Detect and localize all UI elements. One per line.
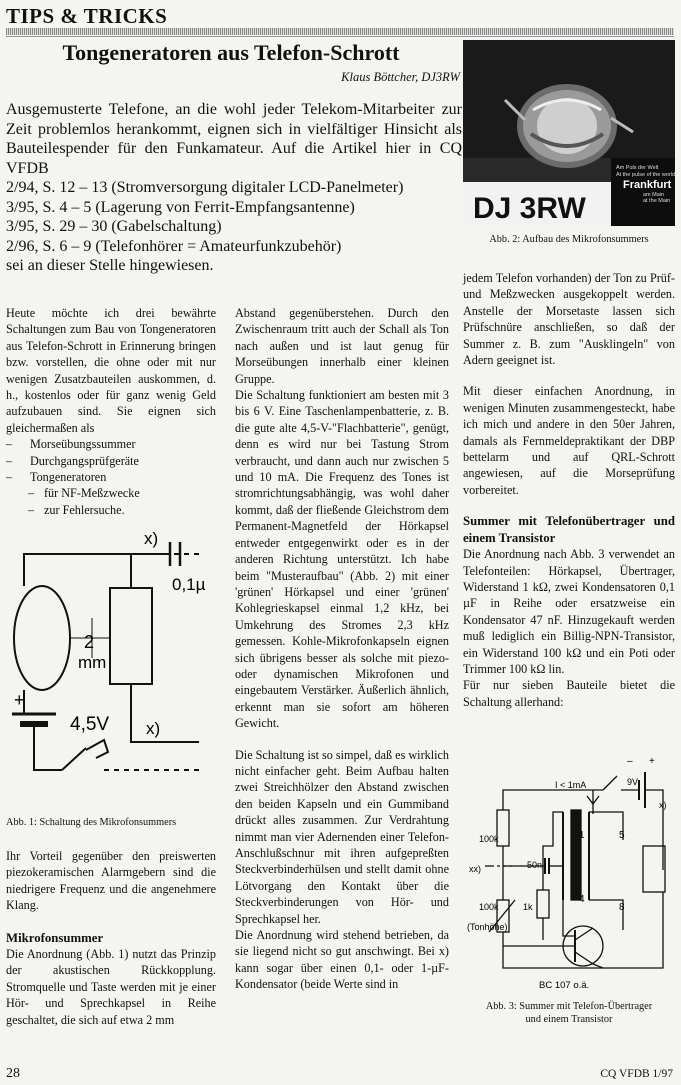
column-1-bottom (6, 848, 216, 1028)
sublist-item: – für NF-Meßzwecke (6, 485, 216, 501)
figure-1-caption: Abb. 1: Schaltung des Mikrofonsummers (6, 817, 177, 828)
fig3-label-plus: + (649, 756, 655, 767)
article-title: Tongeneratoren aus Telefon-Schrott (62, 40, 400, 65)
figure-3-caption-line2: und einem Transistor (525, 1014, 613, 1025)
fig3-label-pot: 100k (479, 902, 499, 912)
fig3-label-pin8: 8 (619, 902, 625, 913)
col2-paragraph-3: Die Schaltung ist so simpel, daß es wirklich nicht einfacher geht. Beim Aufbau halten zwei Streichhölzer den Abstand zwischen den beiden Kapseln und ein Gummiband drückt alles zusammen. Zur Verdrahtung nimmt man vier Adernenden einer Telefon-Anschlußschnur mit ihren aufgepreßten Steckverbinderhülsen und stellt damit ohne Lötvorgang den Kontakt über die Steckverbinderungen von Hör- und Sprechkapsel her. (235, 747, 449, 926)
intro-ref-3: 3/95, S. 29 – 30 (Gabelschaltung) (6, 218, 222, 235)
photo-sign-city: Frankfurt (623, 179, 672, 191)
issue-label: CQ VFDB 1/97 (600, 1068, 673, 1080)
fig1-label-x-top: x) (144, 529, 159, 548)
fig1-label-x-bottom: x) (146, 719, 161, 738)
sublist-item: – zur Fehlersuche. (6, 502, 216, 518)
photo-callsign: DJ 3RW (473, 192, 586, 225)
col2-paragraph-2: Die Schaltung funktioniert am besten mit 3 bis 6 V. Eine Taschenlampenbatterie, z. B. die gute alte 4,5-V-"Flachbatterie", genügt, denn es wird nur bei Tastung Strom verbraucht, und dann auch nur zwischen 5 und 10 mA. Die Frequenz des Tones ist stromrichtungsabhängig, was wohl daher kommt, daß der fließende Gleichstrom dem Permanent-Magnetfeld der Hörkapsel entweder entgegenwirkt oder es in der anderen Richtung unterstützt. Ich habe beim "Musteraufbau" (Abb. 2) mit einer 'grünen' Hörkapsel und einer 'grünen' Kohlegrieskapsel einmal 1,2 kHz, bei Umkehrung des Stromes 2,3 kHz gemessen. Kohle-Mikrofonkapseln eignen sich übrigens besser als solche mit piezo- oder dynamischen Mikrofonen und eingebautem Verstärker. Äußerlich ähnlich, erkennt man sie sofort am höheren Gewicht. (235, 388, 449, 731)
header-rule (6, 28, 674, 35)
figure-1-schematic (4, 518, 226, 813)
col3-paragraph-1: jedem Telefon vorhanden) der Ton zu Prüf- und Meßzwecken ausgekoppelt werden. Anstelle der Morsetaste lassen sich Prüfschnüre anschließen, so daß der Summer z. B. zum "Ausklingeln" von Adern geeignet ist. (463, 271, 675, 368)
fig1-label-plus: + (14, 690, 25, 710)
fig3-label-r-base: 1k (523, 902, 533, 912)
figure-2-caption: Abb. 2: Aufbau des Mikrofonsummers (489, 234, 649, 245)
photo-drawing (463, 40, 675, 226)
list-item: – Morseübungssummer (6, 436, 216, 452)
list-item: – Tongeneratoren (6, 469, 216, 485)
article-intro (6, 100, 462, 276)
header-rule-thin (6, 36, 674, 37)
figure-3-caption-line1: Abb. 3: Summer mit Telefon-Übertrager (485, 1001, 653, 1012)
fig1-label-gap-value: 2 (84, 632, 95, 652)
figure-3-schematic (463, 750, 675, 996)
heading-mikrofonsummer: Mikrofonsummer (6, 930, 104, 945)
col3-paragraph-3: Die Anordnung nach Abb. 3 verwendet an Telefonteilen: Hörkapsel, Übertrager, Widerstand 1 kΩ, zwei Kondensatoren 0,1 µF in Reihe oder ersatzweise ein Kondensator 47 nF. Hinzugekauft werden muß lediglich ein Billig-NPN-Transistor, ein Widerstand 100 kΩ und ein Poti oder Trimmer 100 kΩ lin. (463, 547, 675, 676)
col1-list (6, 436, 216, 518)
col3-paragraph-2: Mit dieser einfachen Anordnung, in wenigen Minuten zusammengesteckt, habe ich mich und andere in den 50er Jahren, damals als Fernmeldepraktikant der DBP bettelarm und auf QRL-Schrott angewiesen, auf die Morseprüfung vorbereitet. (463, 384, 675, 497)
col1-paragraph-3: Die Anordnung (Abb. 1) nutzt das Prinzip der akustischen Rückkopplung. Stromquelle und Taste werden mit je einer Hör- und Sprechkapsel in Reihe geschaltet, die sich auf etwa 2 mm (6, 947, 216, 1027)
fig3-label-current: I < 1mA (555, 780, 587, 790)
intro-ref-2: 3/95, S. 4 – 5 (Lagerung von Ferrit-Empfangsantenne) (6, 198, 355, 216)
fig3-label-x: x) (659, 800, 667, 810)
fig3-label-transistor: BC 107 o.ä. (539, 980, 590, 991)
column-2 (235, 305, 449, 993)
fig3-label-tonhoehe: (Tonhöhe) (467, 922, 508, 932)
fig3-label-r-top: 100k (479, 834, 499, 844)
photo-mikrofonsummer (463, 40, 675, 226)
intro-ref-1: 2/94, S. 12 – 13 (Stromversorgung digitaler LCD-Panelmeter) (6, 179, 404, 196)
column-3 (463, 270, 675, 710)
col3-paragraph-4: Für nur sieben Bauteile bietet die Schaltung allerhand: (463, 678, 675, 709)
fig1-label-gap-unit: mm (78, 653, 107, 672)
column-1 (6, 305, 216, 518)
intro-closing: sei an dieser Stelle hingewiesen. (6, 257, 214, 274)
article-author: Klaus Böttcher, DJ3RW (341, 70, 460, 84)
photo-sign-line4: at the Main (643, 198, 671, 204)
list-item: – Durchgangsprüfgeräte (6, 453, 216, 469)
intro-ref-4: 2/96, S. 6 – 9 (Telefonhörer = Amateurfunkzubehör) (6, 237, 342, 255)
fig3-label-xx: xx) (469, 864, 481, 874)
photo-sign-line2: At the pulse of the world (616, 172, 675, 178)
fig3-label-cap: 50n (527, 860, 543, 870)
col1-paragraph-2: Ihr Vorteil gegenüber den preiswerten piezokeramischen Alarmgebern sind die niedrigere Frequenz und die angenehmere Klang. (6, 849, 216, 913)
col2-paragraph-4: Die Anordnung wird stehend betrieben, da sie liegend nicht so gut anschwingt. Bei x) kann sogar über einen 0,1- oder 1-µF-Kondensator (beide Werte sind in (235, 928, 449, 992)
fig1-label-battery: 4,5V (70, 714, 110, 735)
fig3-label-minus: – (627, 756, 633, 767)
col2-paragraph-1: Abstand gegenüberstehen. Durch den Zwischenraum tritt auch der Schall als Ton nach außen und ist laut genug für Morseübungen innerhalb einer kleinen Gruppe. (235, 306, 449, 386)
heading-summer-transistor: Summer mit Telefonübertrager und einem Transistor (463, 514, 675, 545)
photo-sign-line3: am Main (643, 192, 665, 198)
fig3-label-pin4: 4 (579, 894, 585, 905)
fig3-label-pin5: 5 (619, 830, 625, 841)
col1-paragraph-1: Heute möchte ich drei bewährte Schaltungen zum Bau von Tongeneratoren aus Telefon-Schrott in Erinnerung bringen bzw. vorstellen, die ohne oder mit nur wenigen Zusatzbauteilen auskommen, d. h., kostenlos oder für ganz wenig Geld aufzubauen sind. Sie eignen sich gleichermaßen als (6, 306, 216, 435)
section-title: TIPS & TRICKS (6, 4, 168, 28)
fig3-label-voltage: 9V (627, 777, 639, 787)
intro-paragraph: Ausgemusterte Telefone, an die wohl jeder Telekom-Mitarbeiter zur Zeit problemlos herankommt, eignen sich in vielfältiger Hinsicht als Bauteilespender für den Funkamateur. Auf die Artikel hier in CQ VFDB (6, 101, 462, 177)
page-number: 28 (6, 1066, 20, 1081)
fig1-label-cap: 0,1µ (172, 575, 206, 594)
fig3-label-pin1: 1 (579, 830, 585, 841)
photo-sign-line1: Am Puls der Welt (616, 165, 659, 171)
figure-3-caption (463, 1000, 675, 1026)
